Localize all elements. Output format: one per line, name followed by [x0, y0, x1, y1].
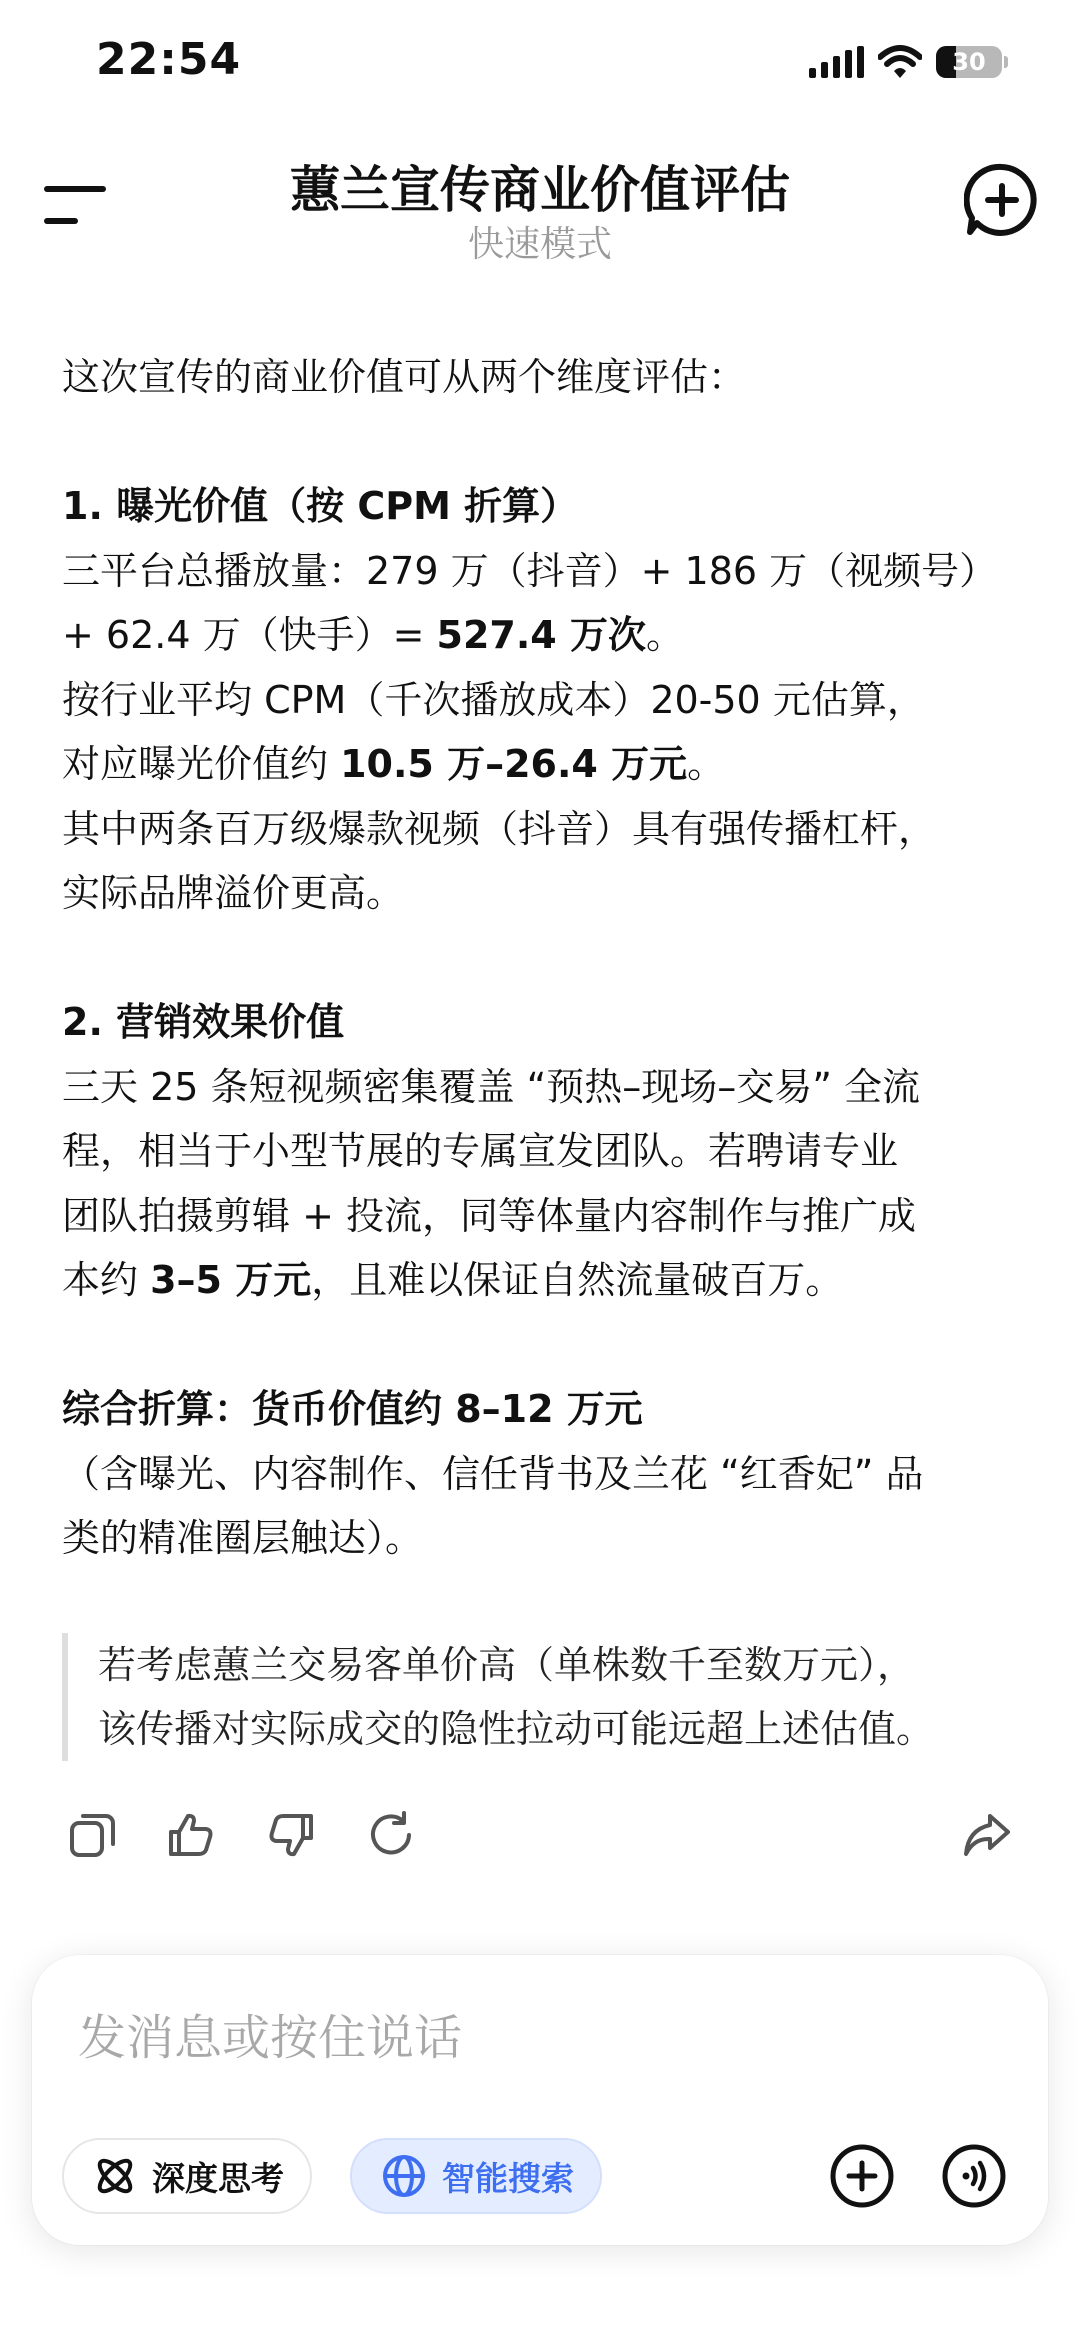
quote-line: 该传播对实际成交的隐性拉动可能远超上述估值。 — [98, 1707, 935, 1751]
plus-circle-icon — [828, 2142, 896, 2210]
battery-cap — [1004, 56, 1008, 68]
atom-icon — [92, 2153, 138, 2199]
share-button[interactable] — [962, 1810, 1018, 1866]
quote-line: 若考虑蕙兰交易客单价高（单株数千至数万元）， — [98, 1643, 916, 1687]
message-composer — [32, 1955, 1048, 2245]
new-chat-button[interactable] — [964, 162, 1040, 238]
regenerate-icon — [366, 1810, 416, 1860]
attach-button[interactable] — [828, 2142, 896, 2210]
assistant-message — [62, 345, 1022, 1571]
share-icon — [962, 1810, 1012, 1860]
like-button[interactable] — [166, 1810, 222, 1866]
page-title: 蕙兰宣传商业价值评估 — [290, 161, 790, 219]
battery-level: 30 — [952, 48, 986, 76]
paragraph-line: 程，相当于小型节展的专属宣发团队。若聘请专业 — [62, 1129, 899, 1173]
thumbs-down-icon — [266, 1810, 316, 1860]
dislike-button[interactable] — [266, 1810, 322, 1866]
paragraph-line: （含曝光、内容制作、信任背书及兰花 “红香妃” 品 — [62, 1451, 924, 1496]
section-heading: 2. 营销效果价值 — [62, 1000, 345, 1044]
paragraph-line: 本约 3–5 万元，且难以保证自然流量破百万。 — [62, 1258, 844, 1302]
voice-wave-icon — [940, 2142, 1008, 2210]
deep-think-toggle[interactable] — [62, 2138, 312, 2214]
paragraph-line: 实际品牌溢价更高。 — [62, 871, 405, 915]
section-heading: 1. 曝光价值（按 CPM 折算） — [62, 484, 579, 528]
paragraph-line: 其中两条百万级爆款视频（抖音）具有强传播杠杆， — [62, 806, 937, 851]
copy-icon — [68, 1810, 118, 1860]
paragraph-line: 三平台总播放量：279 万（抖音）+ 186 万（视频号） — [62, 548, 998, 593]
wifi-icon — [878, 45, 922, 79]
copy-button[interactable] — [68, 1810, 124, 1866]
voice-call-button[interactable] — [940, 2142, 1008, 2210]
globe-icon — [380, 2152, 428, 2200]
paragraph-line: 类的精准圈层触达）。 — [62, 1516, 424, 1560]
smart-search-label: 智能搜索 — [442, 2158, 574, 2198]
status-time: 22:54 — [96, 34, 242, 85]
battery-icon — [936, 46, 1002, 78]
new-chat-icon — [964, 162, 1040, 238]
mode-subtitle[interactable]: 快速模式 — [467, 224, 612, 265]
status-icons — [809, 44, 1008, 80]
regenerate-button[interactable] — [366, 1810, 422, 1866]
deep-think-label: 深度思考 — [152, 2158, 284, 2198]
thumbs-up-icon — [166, 1810, 216, 1860]
message-actions — [62, 1810, 1022, 1880]
status-bar — [0, 0, 1080, 130]
section-heading: 综合折算：货币价值约 8–12 万元 — [62, 1387, 643, 1431]
message-input[interactable]: 发消息或按住说话 — [78, 2010, 463, 2066]
paragraph-line: 按行业平均 CPM（千次播放成本）20-50 元估算， — [62, 677, 925, 722]
paragraph-line: 三天 25 条短视频密集覆盖 “预热–现场–交易” 全流 — [62, 1064, 921, 1109]
blockquote — [62, 1633, 1022, 1761]
signal-icon — [809, 46, 864, 78]
chat-header — [0, 130, 1080, 280]
paragraph-line: + 62.4 万（快手）= 527.4 万次。 — [62, 613, 684, 657]
paragraph-line: 对应曝光价值约 10.5 万–26.4 万元。 — [62, 742, 726, 786]
intro-text: 这次宣传的商业价值可从两个维度评估： — [62, 355, 747, 399]
paragraph-line: 团队拍摄剪辑 + 投流，同等体量内容制作与推广成 — [62, 1193, 917, 1238]
smart-search-toggle[interactable] — [350, 2138, 602, 2214]
